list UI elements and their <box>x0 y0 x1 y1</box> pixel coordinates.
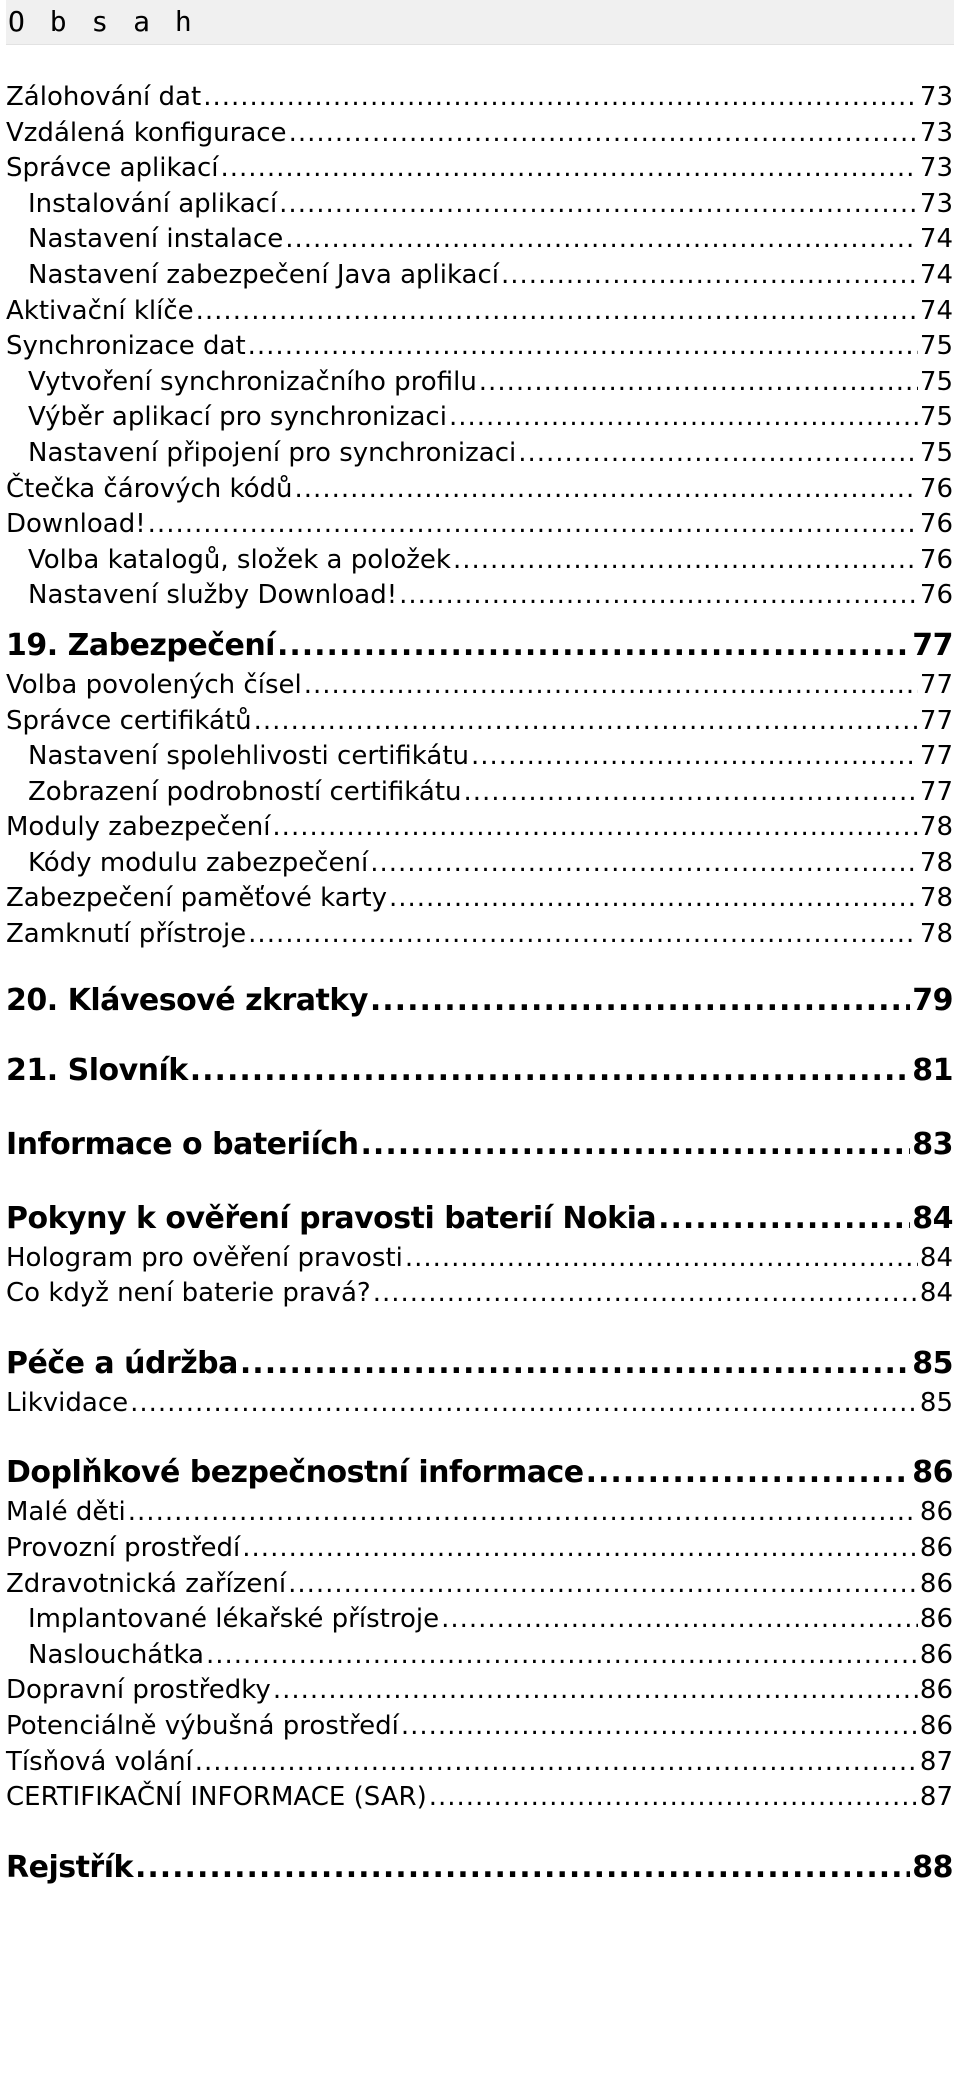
toc-entry-title: Vzdálená konfigurace <box>6 117 287 148</box>
toc-chapter-entry[interactable] <box>6 1342 953 1386</box>
dot-leader <box>289 116 918 152</box>
dot-leader <box>453 543 918 579</box>
toc-entry[interactable] <box>6 187 953 223</box>
toc-entry-title: CERTIFIKAČNÍ INFORMACE (SAR) <box>6 1782 427 1813</box>
toc-entry-page: 85 <box>919 1387 953 1418</box>
toc-entry-page: 73 <box>919 117 953 148</box>
toc-entry-page: 74 <box>919 224 953 255</box>
toc-chapter-entry[interactable] <box>6 1846 953 1890</box>
dot-leader <box>273 1673 918 1709</box>
toc-entry-title: Nastavení spolehlivosti certifikátu <box>28 741 470 772</box>
toc-entry-page: 86 <box>919 1639 953 1670</box>
dot-leader <box>389 881 918 917</box>
toc-group <box>6 668 953 953</box>
toc-entry-title: Dopravní prostředky <box>6 1675 271 1706</box>
spacer <box>6 1023 953 1049</box>
toc-entry-page: 88 <box>912 1849 953 1885</box>
dot-leader <box>135 1846 910 1890</box>
toc-entry-title: Nastavení služby Download! <box>28 580 398 611</box>
toc-entry[interactable] <box>6 775 953 811</box>
toc-entry-title: Volba katalogů, složek a položek <box>28 544 451 575</box>
toc-entry-page: 75 <box>919 402 953 433</box>
toc-entry[interactable] <box>6 116 953 152</box>
toc-entry[interactable] <box>6 810 953 846</box>
toc-entry-page: 79 <box>912 982 953 1018</box>
toc-entry-page: 84 <box>912 1200 953 1236</box>
toc-entry[interactable] <box>6 400 953 436</box>
toc-entry-page: 73 <box>919 82 953 112</box>
toc-entry-title: Vytvoření synchronizačního profilu <box>28 366 477 397</box>
dot-leader <box>285 222 918 258</box>
toc-chapter-entry[interactable] <box>6 1451 953 1495</box>
toc-entry-title: Péče a údržba <box>6 1345 238 1381</box>
toc-entry[interactable] <box>6 294 953 330</box>
toc-entry-page: 84 <box>919 1242 953 1273</box>
toc-entry-title: Volba povolených čísel <box>6 669 302 700</box>
toc-entry-title: Implantované lékařské přístroje <box>28 1604 440 1635</box>
toc-entry-title: Naslouchátka <box>28 1639 204 1670</box>
dot-leader <box>206 1638 918 1674</box>
dot-leader <box>272 810 917 846</box>
dot-leader <box>240 1342 910 1386</box>
toc-entry-page: 87 <box>919 1782 953 1813</box>
toc-entry-page: 77 <box>919 669 953 700</box>
toc-entry-page: 77 <box>912 627 953 663</box>
toc-entry[interactable] <box>6 917 953 953</box>
toc-entry-page: 75 <box>919 331 953 362</box>
dot-leader <box>586 1451 911 1495</box>
toc-entry[interactable] <box>6 739 953 775</box>
toc-entry[interactable] <box>6 436 953 472</box>
toc-entry-page: 86 <box>919 1533 953 1564</box>
toc-entry-title: Nastavení zabezpečení Java aplikací <box>28 259 500 290</box>
dot-leader <box>128 1495 918 1531</box>
toc-entry[interactable] <box>6 1386 953 1422</box>
toc-entry-page: 84 <box>919 1278 953 1309</box>
toc-entry-title: Likvidace <box>6 1387 129 1418</box>
toc-chapter-entry[interactable] <box>6 1123 953 1167</box>
dot-leader <box>658 1197 910 1241</box>
toc-entry[interactable] <box>6 1276 953 1312</box>
toc-entry[interactable] <box>6 1780 953 1816</box>
toc-entry[interactable] <box>6 578 953 614</box>
toc-entry-title: Potenciálně výbušná prostředí <box>6 1711 399 1741</box>
toc-entry-page: 86 <box>919 1675 953 1706</box>
dot-leader <box>370 846 918 882</box>
toc-entry-title: Hologram pro ověření pravosti <box>6 1242 403 1273</box>
toc-entry-title: Správce certifikátů <box>6 705 252 736</box>
dot-leader <box>277 624 910 668</box>
toc-entry[interactable] <box>6 1567 953 1603</box>
spacer <box>6 614 953 624</box>
toc-entry[interactable] <box>6 329 953 365</box>
toc-entry[interactable] <box>6 881 953 917</box>
toc-group <box>6 1241 953 1312</box>
toc-entry[interactable] <box>6 1673 953 1709</box>
toc-entry-page: 86 <box>919 1568 953 1599</box>
toc-entry-title: Moduly zabezpečení <box>6 812 271 843</box>
toc-entry[interactable] <box>6 846 953 882</box>
dot-leader <box>196 294 918 330</box>
toc-entry[interactable] <box>6 1241 953 1277</box>
dot-leader <box>295 472 918 508</box>
toc-entry-title: Instalování aplikací <box>28 188 278 219</box>
toc-entry[interactable] <box>6 80 953 116</box>
toc-entry[interactable] <box>6 543 953 579</box>
toc-entry-page: 77 <box>919 741 953 772</box>
toc-entry-title: Nastavení připojení pro synchronizaci <box>28 437 517 468</box>
toc-entry-page: 78 <box>919 919 953 950</box>
toc-entry[interactable] <box>6 222 953 258</box>
toc-entry[interactable] <box>6 704 953 740</box>
toc-entry-page: 86 <box>919 1711 953 1741</box>
toc-entry-page: 74 <box>919 259 953 290</box>
toc-entry-title: Synchronizace dat <box>6 331 246 362</box>
dot-leader <box>248 329 918 365</box>
toc-entry[interactable] <box>6 1495 953 1531</box>
toc-entry-page: 75 <box>919 366 953 397</box>
dot-leader <box>518 436 918 472</box>
dot-leader <box>373 1276 918 1312</box>
dot-leader <box>361 1123 911 1167</box>
dot-leader <box>449 400 918 436</box>
toc-entry[interactable] <box>6 1709 953 1745</box>
toc-entry-title: Kódy modulu zabezpečení <box>28 847 369 878</box>
toc-chapter-entry[interactable] <box>6 979 953 1023</box>
toc-entry-title: Rejstřík <box>6 1849 133 1885</box>
toc-entry-title: Zálohování dat <box>6 82 202 112</box>
page-title: O b s a h <box>8 5 196 38</box>
toc-entry-page: 77 <box>919 776 953 807</box>
toc-entry-title: Nastavení instalace <box>28 224 284 255</box>
dot-leader <box>401 1709 918 1745</box>
dot-leader <box>190 1049 911 1093</box>
toc-entry-title: Zabezpečení paměťové karty <box>6 883 387 914</box>
toc-entry[interactable] <box>6 258 953 294</box>
toc-entry-title: Informace o bateriích <box>6 1126 359 1162</box>
toc-entry-page: 83 <box>912 1126 953 1162</box>
toc-entry-page: 76 <box>919 544 953 575</box>
toc-entry[interactable] <box>6 1745 953 1781</box>
toc-entry-title: Co když není baterie pravá? <box>6 1278 371 1309</box>
page-header <box>6 0 954 45</box>
toc-entry[interactable] <box>6 507 953 543</box>
dot-leader <box>501 258 918 294</box>
toc-entry-page: 78 <box>919 812 953 843</box>
dot-leader <box>279 187 918 223</box>
toc-entry-title: 20. Klávesové zkratky <box>6 982 368 1018</box>
toc-entry[interactable] <box>6 668 953 704</box>
toc-group <box>6 1495 953 1815</box>
toc-entry-title: Zamknutí přístroje <box>6 919 247 950</box>
dot-leader <box>242 1531 918 1567</box>
dot-leader <box>254 704 918 740</box>
toc-entry-page: 73 <box>919 153 953 184</box>
dot-leader <box>248 917 918 953</box>
toc-entry-title: Výběr aplikací pro synchronizaci <box>28 402 447 433</box>
toc-entry-title: Zdravotnická zařízení <box>6 1568 287 1599</box>
spacer <box>6 1312 953 1342</box>
dot-leader <box>399 578 918 614</box>
dot-leader <box>195 1745 918 1781</box>
spacer <box>6 1167 953 1197</box>
dot-leader <box>148 507 918 543</box>
toc-entry-title: Malé děti <box>6 1497 126 1528</box>
toc-entry-title: Provozní prostředí <box>6 1533 241 1564</box>
toc-entry-page: 86 <box>919 1497 953 1528</box>
spacer <box>6 953 953 979</box>
toc-entry-title: Aktivační klíče <box>6 295 194 326</box>
dot-leader <box>304 668 918 704</box>
dot-leader <box>203 80 918 116</box>
toc-entry-page: 73 <box>919 188 953 219</box>
toc-entry-page: 78 <box>919 847 953 878</box>
spacer <box>6 1421 953 1451</box>
dot-leader <box>479 365 918 401</box>
toc-entry-title: Zobrazení podrobností certifikátu <box>28 776 462 807</box>
toc-entry[interactable] <box>6 1638 953 1674</box>
toc-entry-page: 77 <box>919 705 953 736</box>
dot-leader <box>441 1602 918 1638</box>
toc-group <box>6 1386 953 1422</box>
toc-entry[interactable] <box>6 1531 953 1567</box>
dot-leader <box>221 151 918 187</box>
toc-entry[interactable] <box>6 365 953 401</box>
toc-entry[interactable] <box>6 1602 953 1638</box>
toc-entry-page: 86 <box>912 1455 953 1491</box>
dot-leader <box>405 1241 918 1277</box>
toc-entry[interactable] <box>6 472 953 508</box>
toc-entry-page: 78 <box>919 883 953 914</box>
spacer <box>6 1816 953 1846</box>
toc-entry[interactable] <box>6 151 953 187</box>
dot-leader <box>130 1386 918 1422</box>
dot-leader <box>464 775 918 811</box>
toc-entry-page: 85 <box>912 1345 953 1381</box>
dot-leader <box>471 739 918 775</box>
toc-entry-title: Čtečka čárových kódů <box>6 473 293 504</box>
toc-chapter-entry[interactable] <box>6 624 953 668</box>
toc-entry-page: 87 <box>919 1746 953 1777</box>
toc-chapter-entry[interactable] <box>6 1049 953 1093</box>
toc-entry-page: 81 <box>912 1052 953 1088</box>
toc-entry-title: 21. Slovník <box>6 1052 188 1088</box>
dot-leader <box>288 1567 918 1603</box>
dot-leader <box>429 1780 918 1816</box>
spacer <box>6 1093 953 1123</box>
toc-entry-page: 76 <box>919 473 953 504</box>
toc-entry-title: Správce aplikací <box>6 153 219 184</box>
toc-entry-title: Download! <box>6 509 146 540</box>
toc-entry-title: 19. Zabezpečení <box>6 627 275 663</box>
toc-entry-title: Pokyny k ověření pravosti baterií Nokia <box>6 1200 657 1236</box>
toc-entry-page: 75 <box>919 437 953 468</box>
toc-entry-page: 76 <box>919 580 953 611</box>
toc-entry-page: 74 <box>919 295 953 326</box>
dot-leader <box>370 979 910 1023</box>
toc-entry-page: 86 <box>919 1604 953 1635</box>
table-of-contents <box>6 80 953 1890</box>
toc-group <box>6 80 953 614</box>
toc-entry-title: Tísňová volání <box>6 1746 193 1777</box>
toc-entry-title: Doplňkové bezpečnostní informace <box>6 1455 584 1491</box>
toc-chapter-entry[interactable] <box>6 1197 953 1241</box>
toc-entry-page: 76 <box>919 509 953 540</box>
